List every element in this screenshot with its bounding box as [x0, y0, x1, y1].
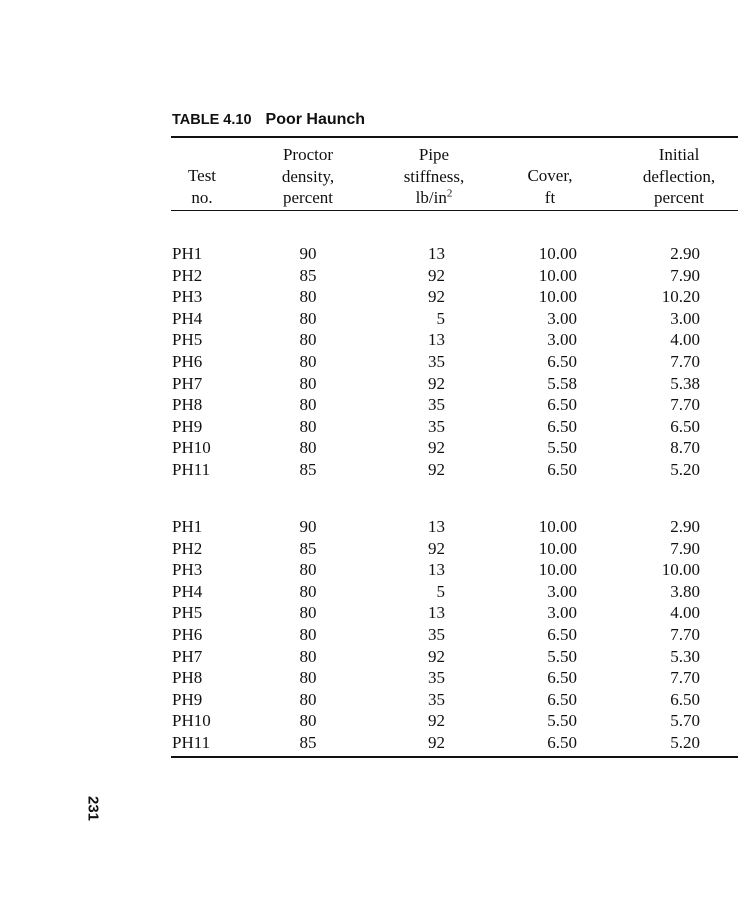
cell-proctor-density: 80 [299, 581, 317, 601]
cell-cover: 5.50 [547, 711, 577, 731]
cell-pipe-stiffness: 13 [428, 560, 445, 580]
cell-test-no: PH8 [172, 668, 203, 688]
cell-pipe-stiffness: 35 [428, 624, 445, 644]
header-line: Initial [658, 145, 700, 164]
cell-initial-deflection: 10.00 [661, 560, 700, 580]
cell-test-no: PH11 [172, 732, 211, 752]
table-group-1 [0, 243, 738, 481]
cell-proctor-density: 90 [299, 244, 317, 263]
cell-initial-deflection: 10.20 [661, 287, 700, 307]
cell-initial-deflection: 7.70 [670, 351, 700, 371]
cell-initial-deflection: 5.20 [670, 459, 700, 479]
table-row [0, 689, 738, 711]
table-label: TABLE 4.10 [172, 112, 252, 128]
cell-cover: 10.00 [538, 538, 577, 558]
cell-cover: 10.00 [538, 244, 577, 263]
header-cover [500, 144, 600, 210]
table-row [0, 624, 738, 646]
cell-initial-deflection: 2.90 [670, 517, 700, 536]
cell-test-no: PH1 [172, 244, 203, 263]
cell-test-no: PH6 [172, 351, 203, 371]
header-line: stiffness, [403, 166, 465, 186]
cell-proctor-density: 85 [299, 538, 317, 558]
table-row [0, 329, 738, 351]
table-row [0, 416, 738, 438]
cell-pipe-stiffness: 92 [428, 732, 445, 752]
cell-pipe-stiffness: 13 [428, 517, 445, 536]
cell-proctor-density: 85 [299, 265, 317, 285]
cell-cover: 10.00 [538, 560, 577, 580]
cell-initial-deflection: 7.90 [670, 265, 700, 285]
cell-cover: 6.50 [547, 351, 577, 371]
table-title: Poor Haunch [265, 111, 366, 128]
cell-test-no: PH10 [172, 711, 211, 731]
cell-test-no: PH6 [172, 624, 203, 644]
cell-pipe-stiffness: 5 [436, 581, 445, 601]
cell-test-no: PH2 [172, 265, 203, 285]
cell-initial-deflection: 7.70 [670, 668, 700, 688]
cell-proctor-density: 80 [299, 560, 317, 580]
cell-pipe-stiffness: 5 [436, 308, 445, 328]
cell-cover: 6.50 [547, 689, 577, 709]
table-row [0, 559, 738, 581]
cell-test-no: PH5 [172, 330, 203, 350]
cell-cover: 3.00 [547, 330, 577, 350]
cell-test-no: PH2 [172, 538, 203, 558]
cell-initial-deflection: 7.70 [670, 624, 700, 644]
cell-test-no: PH7 [172, 373, 203, 393]
top-rule [171, 136, 738, 138]
header-line: deflection, [642, 166, 716, 186]
bottom-rule [171, 756, 738, 758]
cell-test-no: PH5 [172, 603, 203, 623]
cell-proctor-density: 80 [299, 624, 317, 644]
cell-initial-deflection: 7.90 [670, 538, 700, 558]
cell-cover: 10.00 [538, 287, 577, 307]
cell-pipe-stiffness: 92 [428, 287, 445, 307]
header-initial-deflection [620, 144, 738, 210]
cell-initial-deflection: 6.50 [670, 416, 700, 436]
cell-pipe-stiffness: 35 [428, 416, 445, 436]
cell-cover: 3.00 [547, 308, 577, 328]
cell-cover: 6.50 [547, 459, 577, 479]
cell-cover: 6.50 [547, 624, 577, 644]
table-row [0, 538, 738, 560]
cell-pipe-stiffness: 35 [428, 351, 445, 371]
cell-pipe-stiffness: 92 [428, 265, 445, 285]
header-line: percent [282, 188, 334, 207]
cell-test-no: PH7 [172, 646, 203, 666]
cell-test-no: PH4 [172, 308, 203, 328]
header-rule [171, 210, 738, 211]
cell-cover: 10.00 [538, 517, 577, 536]
table-row [0, 437, 738, 459]
cell-proctor-density: 85 [299, 732, 317, 752]
header-pipe-stiffness [385, 144, 483, 210]
cell-initial-deflection: 3.80 [670, 581, 700, 601]
cell-initial-deflection: 4.00 [670, 603, 700, 623]
cell-pipe-stiffness: 13 [428, 603, 445, 623]
cell-initial-deflection: 5.30 [670, 646, 700, 666]
cell-proctor-density: 80 [299, 603, 317, 623]
header-line: Test [187, 166, 217, 185]
table-row [0, 667, 738, 689]
cell-proctor-density: 80 [299, 689, 317, 709]
header-line: ft [544, 187, 556, 207]
cell-cover: 5.50 [547, 438, 577, 458]
cell-initial-deflection: 8.70 [670, 438, 700, 458]
cell-initial-deflection: 4.00 [670, 330, 700, 350]
table-row [0, 373, 738, 395]
cell-proctor-density: 80 [299, 308, 317, 328]
table-row [0, 710, 738, 732]
cell-test-no: PH3 [172, 287, 203, 307]
cell-proctor-density: 85 [299, 459, 317, 479]
table-row [0, 243, 738, 265]
table-row [0, 732, 738, 754]
cell-cover: 10.00 [538, 265, 577, 285]
cell-cover: 6.50 [547, 732, 577, 752]
cell-pipe-stiffness: 92 [428, 538, 445, 558]
table-row [0, 308, 738, 330]
table-row [0, 581, 738, 603]
cell-cover: 6.50 [547, 395, 577, 415]
table-row [0, 516, 738, 538]
cell-proctor-density: 90 [299, 517, 317, 536]
cell-test-no: PH10 [172, 438, 211, 458]
cell-proctor-density: 80 [299, 287, 317, 307]
unit-exponent: 2 [446, 187, 453, 200]
cell-initial-deflection: 6.50 [670, 689, 700, 709]
cell-initial-deflection: 5.38 [670, 373, 700, 393]
table-row [0, 286, 738, 308]
header-line: Proctor [282, 145, 334, 164]
cell-cover: 6.50 [547, 668, 577, 688]
cell-test-no: PH8 [172, 395, 203, 415]
cell-test-no: PH3 [172, 560, 203, 580]
cell-pipe-stiffness: 92 [428, 646, 445, 666]
cell-proctor-density: 80 [299, 373, 317, 393]
cell-cover: 5.58 [547, 373, 577, 393]
table-row [0, 459, 738, 481]
cell-proctor-density: 80 [299, 438, 317, 458]
cell-pipe-stiffness: 92 [428, 459, 445, 479]
cell-initial-deflection: 5.70 [670, 711, 700, 731]
cell-proctor-density: 80 [299, 330, 317, 350]
cell-cover: 5.50 [547, 646, 577, 666]
header-line: percent [653, 188, 705, 207]
cell-pipe-stiffness: 92 [428, 711, 445, 731]
table-caption [172, 111, 365, 129]
cell-test-no: PH4 [172, 581, 203, 601]
cell-test-no: PH11 [172, 459, 211, 479]
unit-text: lb/in [415, 188, 447, 207]
header-line: Cover, [527, 166, 573, 185]
header-proctor-density [268, 144, 348, 210]
cell-proctor-density: 80 [299, 711, 317, 731]
table-row [0, 602, 738, 624]
cell-pipe-stiffness: 35 [428, 395, 445, 415]
cell-initial-deflection: 7.70 [670, 395, 700, 415]
table-row [0, 646, 738, 668]
cell-proctor-density: 80 [299, 668, 317, 688]
cell-proctor-density: 80 [299, 351, 317, 371]
cell-initial-deflection: 3.00 [670, 308, 700, 328]
cell-pipe-stiffness: 13 [428, 244, 445, 263]
header-line: density, [281, 166, 335, 186]
table-row [0, 351, 738, 373]
cell-proctor-density: 80 [299, 646, 317, 666]
cell-pipe-stiffness: 13 [428, 330, 445, 350]
cell-pipe-stiffness: 92 [428, 438, 445, 458]
table-group-2 [0, 516, 738, 754]
cell-pipe-stiffness: 35 [428, 689, 445, 709]
table-row [0, 394, 738, 416]
cell-proctor-density: 80 [299, 395, 317, 415]
cell-pipe-stiffness: 35 [428, 668, 445, 688]
header-test-no [172, 144, 232, 210]
cell-test-no: PH9 [172, 689, 203, 709]
cell-pipe-stiffness: 92 [428, 373, 445, 393]
cell-cover: 3.00 [547, 581, 577, 601]
cell-initial-deflection: 2.90 [670, 244, 700, 263]
cell-cover: 6.50 [547, 416, 577, 436]
header-line: no. [191, 187, 213, 207]
table-row [0, 265, 738, 287]
cell-test-no: PH9 [172, 416, 203, 436]
cell-initial-deflection: 5.20 [670, 732, 700, 752]
cell-cover: 3.00 [547, 603, 577, 623]
header-line [385, 187, 483, 209]
page-number: 231 [84, 795, 102, 822]
cell-test-no: PH1 [172, 517, 203, 536]
cell-proctor-density: 80 [299, 416, 317, 436]
header-line: Pipe [418, 145, 450, 164]
